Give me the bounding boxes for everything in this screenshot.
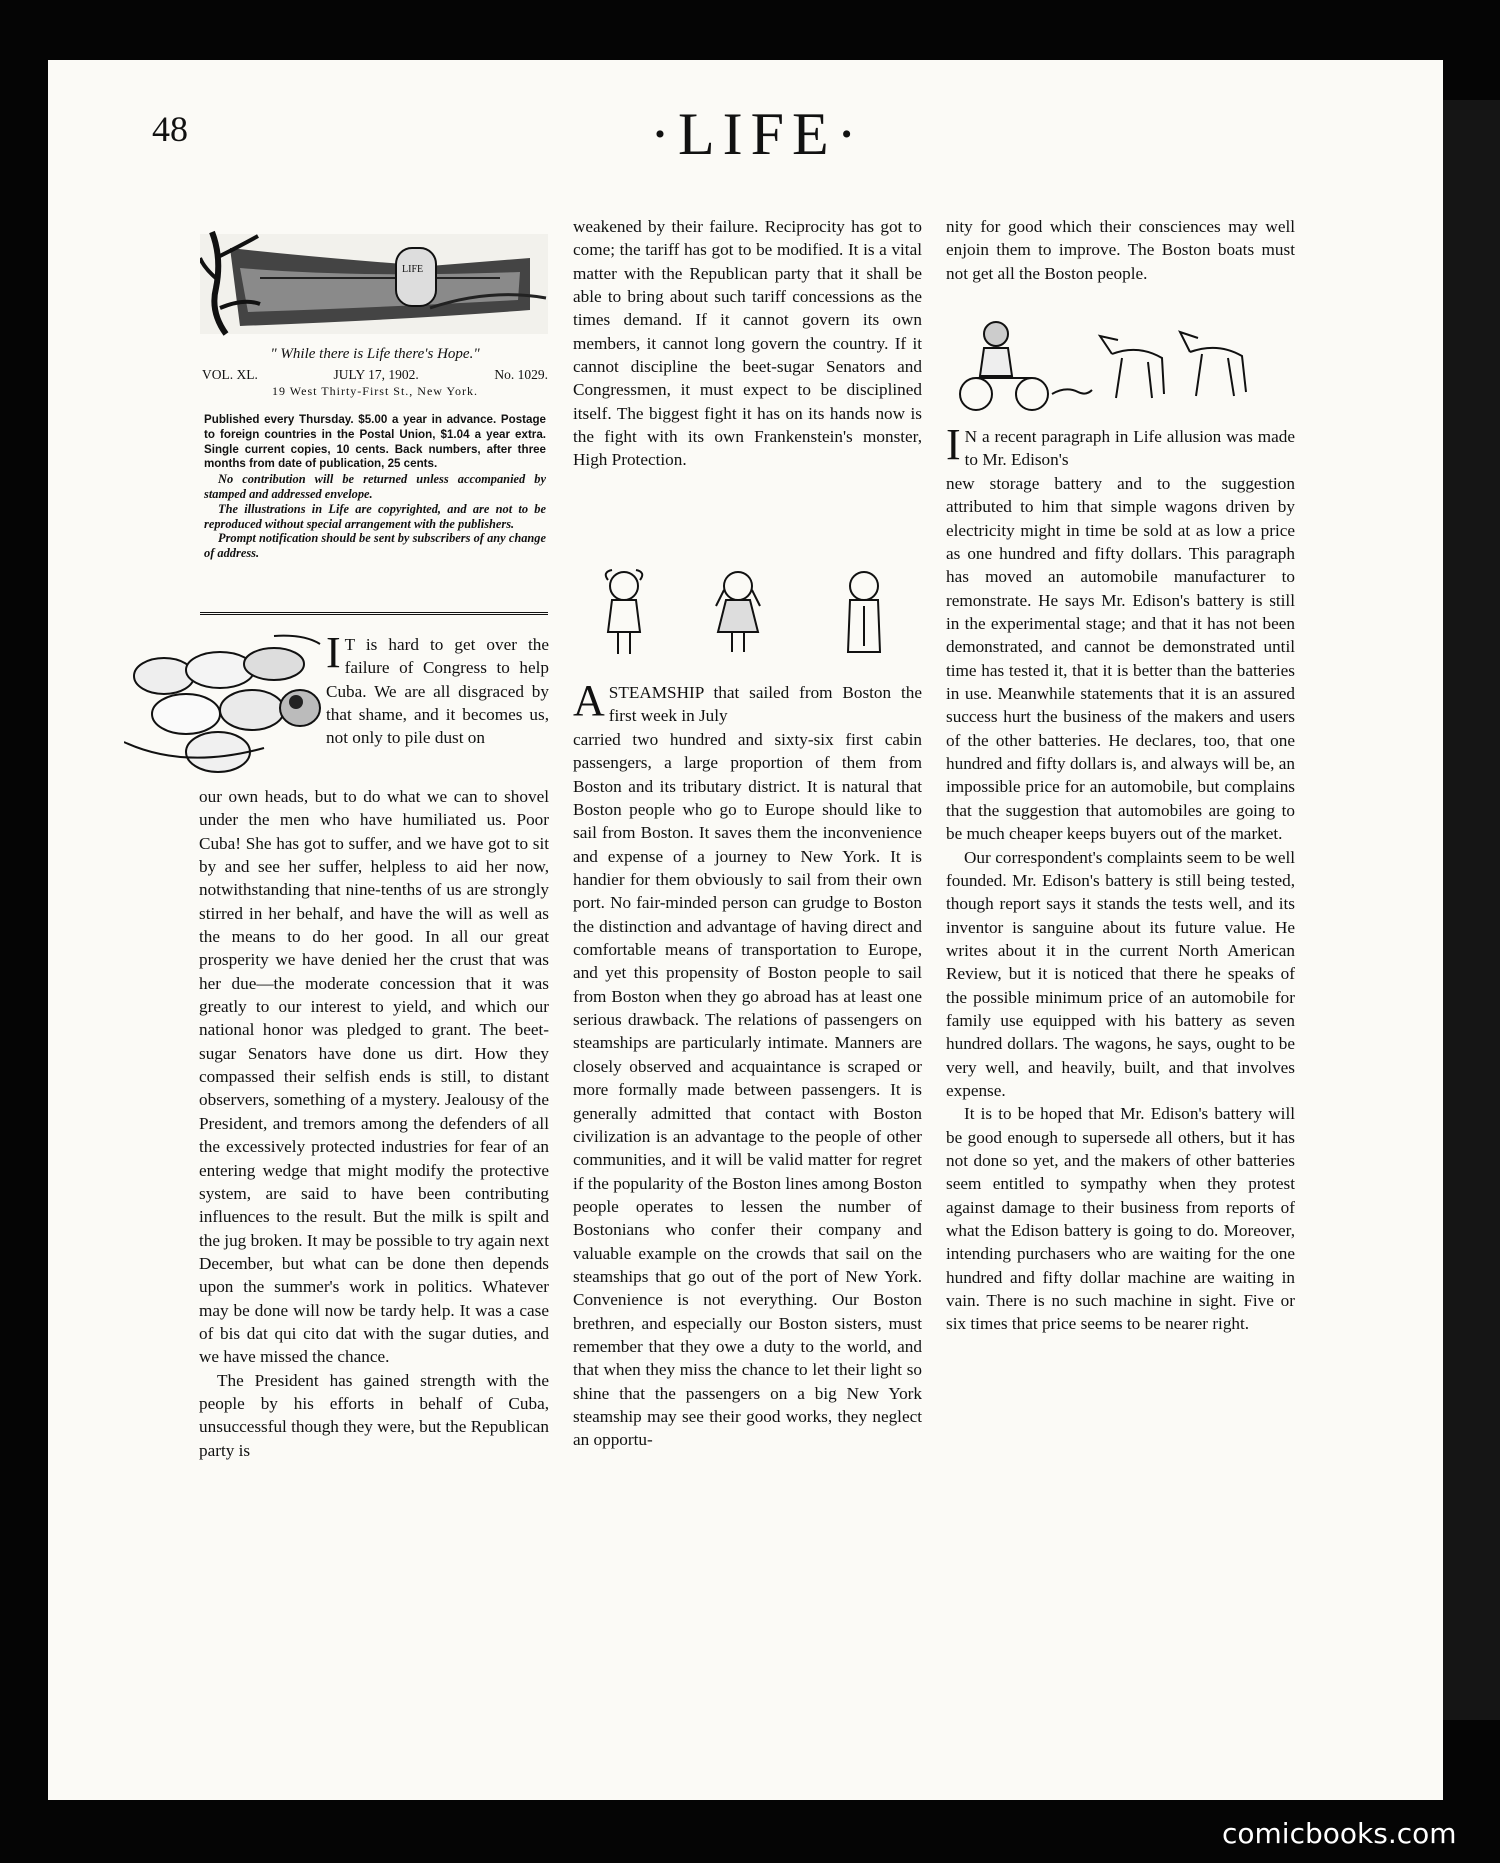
publication-notes — [204, 413, 546, 561]
col1-paragraph-1: our own heads, but to do what we can to shovel under the men who have humiliated us. Poor Cuba! She has got to suffer, and we have got to sit by and see her suffer, helpless to aid her now, notwithstanding that nine-tenths of us are strongly stirred in her behalf, and have the will as well as the means to do her good. In all our great prosperity we have denied her the crust that was her due—the moderate concession that it was greatly to our interest to yield, and which our national honor was pledged to grant. The beet-sugar Senators have done us dirt. How they compassed their selfish ends is still, to distant observers, something of a mystery. Jealousy of the President, and tremors among the defenders of all the excessively protected industries for fear of an entering wedge that might modify the protective system, are said to have been contributing influences to the result. But the milk is spilt and the jug broken. It may be possible to try again next December, but what can be done then depends upon the summer's work in politics. Whatever may be done will now be tardy help. It was a case of bis dat qui cito dat with the sugar duties, and we have missed the chance. — [199, 787, 549, 1367]
issue-date: JULY 17, 1902. — [333, 367, 419, 382]
col1-drop-paragraph — [326, 628, 549, 750]
header-illustration — [200, 228, 548, 342]
volume-line — [202, 367, 548, 383]
column-1 — [199, 785, 549, 1462]
col3-paragraph-2: new storage battery and to the suggestion attributed to him that simple wagons driven by electricity might in time be sold at as low a price as one hundred and fifty dollars. This paragraph has moved an automobile manufacturer to remonstrate. He says Mr. Edison's battery is still in the experimental stage; and that it has not been demonstrated, and cannot be demonstrated until time has tested it, that it is better than the batteries in use. Meanwhile statements that it is an assured success hurt the business of the makers and users of the other batteries. He declares, too, that one hundred and fifty dollars is, and always will be, an impossible price for an automobile, but complains that the suggestion that automobiles are going to be much cheaper keeps buyers out of the market. — [946, 474, 1295, 844]
column-2 — [573, 215, 922, 555]
copyright-note: The illustrations in Life are copyrighted, and are not to be reproduced without special arrangement with the publishers. — [204, 501, 546, 531]
contribution-note: No contribution will be returned unless accompanied by stamped and addressed envelope. — [204, 472, 546, 501]
binding-spine — [1443, 100, 1500, 1720]
col3-paragraph-3: Our correspondent's complaints seem to be well founded. Mr. Edison's battery is still being tested, though report says it stands the tests well, and its inventor is sanguine about its future value. He writes about it in the current North American Review, but it is noticed that there he speaks of the possible minimum price of an automobile for family use equipped with his battery as seven hundred dollars. The wagons, he says, ought to be very well, and heavily, built, and that involves expense. — [946, 847, 1295, 1100]
issue-number: No. 1029. — [494, 367, 548, 382]
col1-paragraph-2: The President has gained strength with the people by his efforts in behalf of Cuba, unsuccessful though they were, but the Republican party is — [199, 1370, 549, 1460]
column-3 — [946, 215, 1295, 285]
tombstone-label: LIFE — [402, 264, 424, 275]
column-3-continued — [946, 472, 1295, 1336]
pigs-illustration — [124, 630, 324, 780]
page-number: 48 — [152, 109, 188, 149]
col2-drop-paragraph — [573, 676, 922, 728]
masthead-title: ·LIFE· — [650, 101, 865, 167]
publisher-address: 19 West Thirty-First St., New York. — [272, 384, 478, 398]
col2-drop-lead: STEAMSHIP that sailed from Boston the first week in July — [608, 683, 922, 726]
col3-paragraph-1: nity for good which their consciences may well enjoin them to improve. The Boston boats must not get all the Boston people. — [946, 217, 1295, 283]
col1-drop-lead: T is hard to get over the failure of Congress to help Cuba. We are all disgraced by that shame, and it becomes us, not only to pile dust on — [326, 635, 549, 748]
volume: VOL. XL. — [202, 367, 258, 382]
motto: " While there is Life there's Hope." — [270, 346, 480, 362]
col3-drop-lead: N a recent paragraph in Life allusion was made to Mr. Edison's — [964, 427, 1295, 470]
address-note: Prompt notification should be sent by subscribers of any change of address. — [204, 531, 546, 561]
header-rule — [200, 612, 548, 615]
col2-paragraph-1: weakened by their failure. Reciprocity has got to come; the tariff has got to be modified. It is a vital matter with the Republican party that it shall be able to bring about such tariff concessions as the times demand. If it cannot govern its own members, it cannot long govern the country. If it cannot discipline the beet-sugar Senators and Congressmen, it must expect to be disciplined itself. The biggest fight it has on its hands now is the fight with its own Frankenstein's monster, High Protection. — [573, 217, 922, 470]
col3-drop-cap: I — [946, 420, 961, 469]
col1-drop-cap: I — [326, 628, 341, 677]
col3-drop-paragraph — [946, 420, 1295, 472]
automobile-horses-illustration — [948, 318, 1288, 418]
column-2-continued — [573, 728, 922, 1452]
col2-drop-cap: A — [573, 676, 605, 725]
col3-paragraph-4: It is to be hoped that Mr. Edison's battery will be good enough to supersede all others, but it has not done so yet, and the makers of other batteries seem entitled to sympathy when they protest against damage to their business from reports of what the Edison battery is going to do. Moreover, intending purchasers who are waiting for the one hundred and fifty dollar machine are waiting in vain. There is no such machine in sight. Five or six times that price seems to be nearer right. — [946, 1104, 1295, 1334]
col2-paragraph-2: carried two hundred and sixty-six first cabin passengers, a large proportion of them from Boston and its tributary district. It is natural that Boston people who go to Europe should like to sail from Boston. It saves them the inconvenience and expense of a journey to New York. It is handier for them obviously to sail from their own port. No fair-minded person can grudge to Boston the distinction and advantage of having direct and comfortable means of transportation to Europe, and yet this propensity of Boston people to sail from Boston when they go abroad has at least one serious drawback. The relations of passengers on steamships are particularly intimate. Manners are closely observed and acquaintance is scraped or more formally made between passengers. It is generally admitted that contact with Boston civilization is an advantage to the people of other communities, and it will be valid matter for regret if the popularity of the Boston lines among Boston people operates to lessen the number of Bostonians who confer their company and valuable example on the crowds that sail on the steamships that go out of the port of New York. Convenience is not everything. Our Boston brethren, and especially our Boston sisters, must remember that they owe a duty to the world, and that when they miss the chance to let their light so shine that the passengers on a big New York steamship may see their good works, they neglect an opportu- — [573, 730, 922, 1450]
site-watermark: comicbooks.com — [1222, 1817, 1457, 1850]
dolls-illustration — [582, 566, 912, 666]
subscription-note: Published every Thursday. $5.00 a year in advance. Postage to foreign countries in the Postal Union, $1.04 a year extra. Single current copies, 10 cents. Back numbers, after three months from date of publication, 25 cents. — [204, 413, 546, 471]
